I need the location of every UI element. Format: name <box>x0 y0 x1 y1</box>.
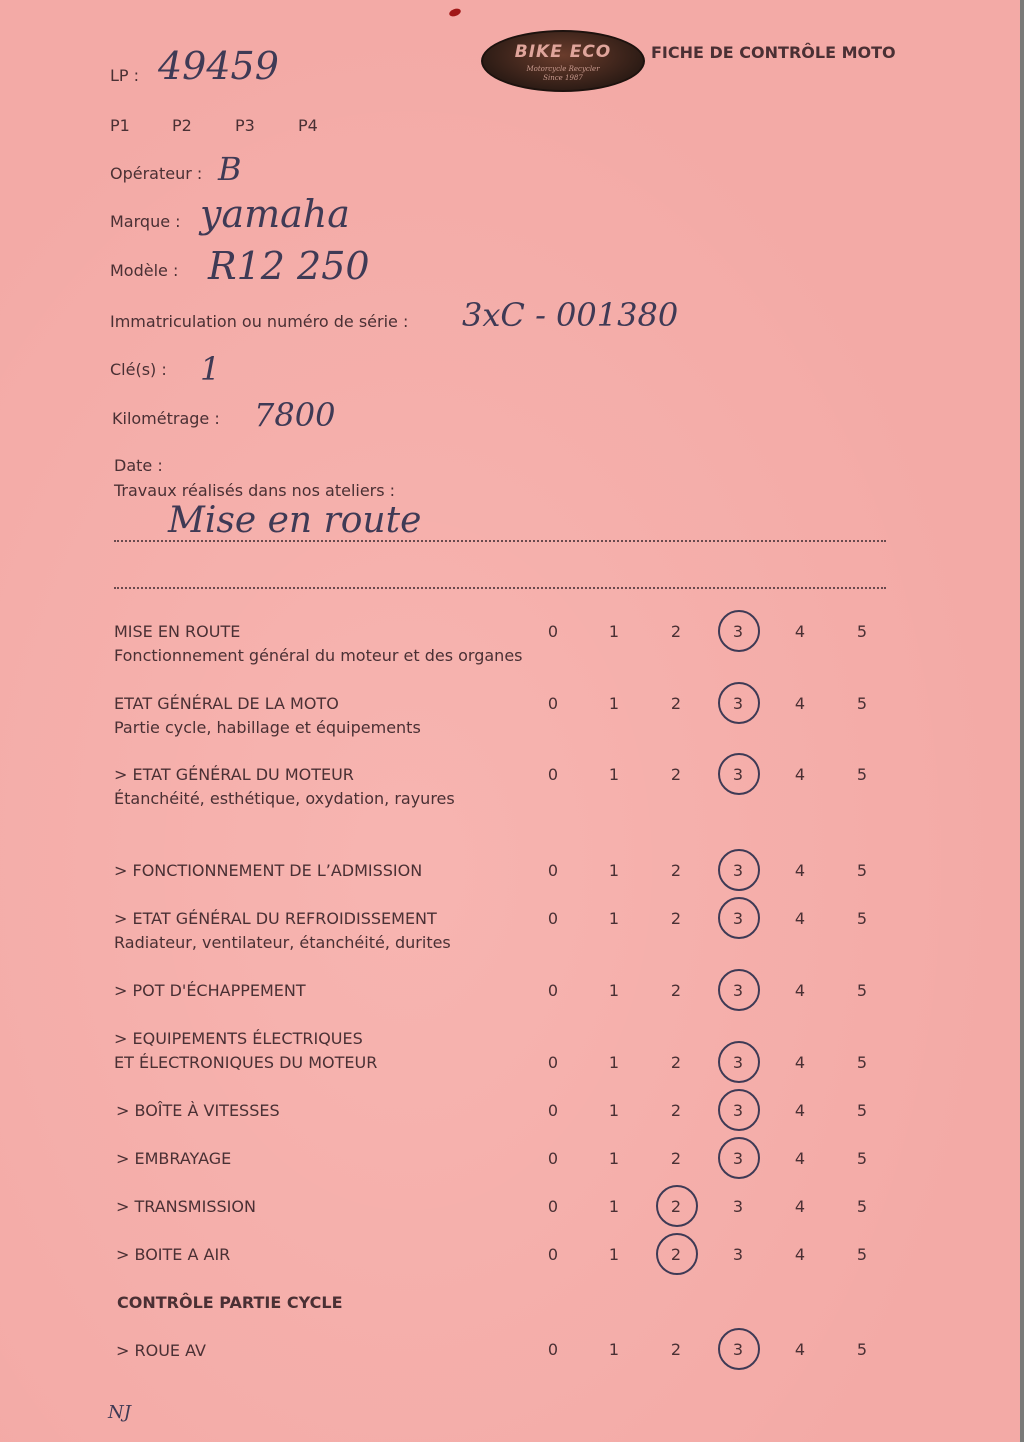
score-option: 4 <box>794 1245 806 1264</box>
selected-score-circle <box>656 1185 698 1227</box>
selected-score-circle <box>718 1041 760 1083</box>
score-option: 0 <box>547 981 559 1000</box>
operateur-label: Opérateur : <box>110 164 203 183</box>
score-option: 1 <box>608 694 620 713</box>
selected-score-circle <box>656 1233 698 1275</box>
score-option: 3 <box>732 981 744 1000</box>
score-option: 4 <box>794 765 806 784</box>
score-option: 2 <box>670 1340 682 1359</box>
item-title: > ETAT GÉNÉRAL DU REFROIDISSEMENT <box>114 909 437 928</box>
immat-label: Immatriculation ou numéro de série : <box>110 312 409 331</box>
cles-value: 1 <box>200 350 221 388</box>
item-title: > BOITE A AIR <box>116 1245 231 1264</box>
ink-blot <box>448 7 462 18</box>
selected-score-circle <box>718 969 760 1011</box>
score-option: 2 <box>670 1245 682 1264</box>
item-subtitle: Partie cycle, habillage et équipements <box>114 718 421 737</box>
score-option: 3 <box>732 1340 744 1359</box>
score-option: 5 <box>856 622 868 641</box>
travaux-label: Travaux réalisés dans nos ateliers : <box>114 481 396 500</box>
score-option: 1 <box>608 861 620 880</box>
marque-label: Marque : <box>110 212 181 231</box>
score-option: 5 <box>856 765 868 784</box>
score-option: 1 <box>608 1197 620 1216</box>
score-option: 0 <box>547 694 559 713</box>
checklist-item-10 <box>116 1243 230 1267</box>
footer-initials: NJ <box>108 1402 131 1423</box>
score-option: 5 <box>856 861 868 880</box>
score-option: 0 <box>547 1340 559 1359</box>
score-option: 2 <box>670 1197 682 1216</box>
dotted-line-2 <box>114 587 886 589</box>
immat-value: 3xC - 001380 <box>462 296 679 334</box>
score-option: 0 <box>547 622 559 641</box>
modele-value: R12 250 <box>208 244 370 288</box>
position-p2: P2 <box>172 116 192 135</box>
score-option: 3 <box>732 861 744 880</box>
item-title: > POT D'ÉCHAPPEMENT <box>114 981 306 1000</box>
item-title: > TRANSMISSION <box>116 1197 256 1216</box>
score-option: 5 <box>856 1053 868 1072</box>
item-title: > EQUIPEMENTS ÉLECTRIQUES <box>114 1029 363 1048</box>
checklist-item-5 <box>114 979 306 1003</box>
selected-score-circle <box>718 897 760 939</box>
operateur-value: B <box>218 150 242 188</box>
item-title: MISE EN ROUTE <box>114 622 241 641</box>
score-option: 3 <box>732 1197 744 1216</box>
item-title: > FONCTIONNEMENT DE L’ADMISSION <box>114 861 423 880</box>
score-option: 4 <box>794 1340 806 1359</box>
score-option: 2 <box>670 861 682 880</box>
travaux-value: Mise en route <box>168 500 422 541</box>
score-option: 5 <box>856 694 868 713</box>
score-option: 1 <box>608 1101 620 1120</box>
item-title: ETAT GÉNÉRAL DE LA MOTO <box>114 694 339 713</box>
score-option: 3 <box>732 1149 744 1168</box>
checklist-item-1 <box>114 692 421 740</box>
lp-value: 49459 <box>158 44 279 88</box>
selected-score-circle <box>718 1089 760 1131</box>
score-option: 5 <box>856 1101 868 1120</box>
score-option: 2 <box>670 1101 682 1120</box>
score-option: 4 <box>794 694 806 713</box>
marque-value: yamaha <box>200 192 350 236</box>
position-p3: P3 <box>235 116 255 135</box>
checklist-item-2 <box>114 763 455 811</box>
score-option: 1 <box>608 622 620 641</box>
score-option: 5 <box>856 1197 868 1216</box>
selected-score-circle <box>718 682 760 724</box>
selected-score-circle <box>718 1137 760 1179</box>
checklist-item-roue-av <box>116 1339 206 1363</box>
score-option: 4 <box>794 1149 806 1168</box>
score-option: 2 <box>670 765 682 784</box>
score-option: 3 <box>732 909 744 928</box>
score-option: 1 <box>608 1340 620 1359</box>
section-partie-cycle-title: CONTRÔLE PARTIE CYCLE <box>117 1293 343 1312</box>
score-option: 3 <box>732 1245 744 1264</box>
score-option: 2 <box>670 981 682 1000</box>
score-option: 0 <box>547 765 559 784</box>
score-option: 2 <box>670 622 682 641</box>
score-option: 0 <box>547 1101 559 1120</box>
selected-score-circle <box>718 1328 760 1370</box>
score-option: 0 <box>547 1053 559 1072</box>
score-option: 5 <box>856 1245 868 1264</box>
score-option: 1 <box>608 981 620 1000</box>
item-title: > ETAT GÉNÉRAL DU MOTEUR <box>114 765 354 784</box>
score-option: 4 <box>794 909 806 928</box>
checklist-item-0 <box>114 620 523 668</box>
km-label: Kilométrage : <box>112 409 220 428</box>
selected-score-circle <box>718 753 760 795</box>
item-subtitle: Fonctionnement général du moteur et des organes <box>114 646 523 665</box>
modele-label: Modèle : <box>110 261 179 280</box>
score-option: 1 <box>608 1053 620 1072</box>
checklist-item-6 <box>114 1027 377 1075</box>
score-option: 3 <box>732 765 744 784</box>
score-option: 0 <box>547 1245 559 1264</box>
score-option: 5 <box>856 981 868 1000</box>
score-option: 2 <box>670 909 682 928</box>
position-p1: P1 <box>110 116 130 135</box>
score-option: 5 <box>856 1340 868 1359</box>
item-subtitle: Étanchéité, esthétique, oxydation, rayures <box>114 789 455 808</box>
score-option: 2 <box>670 694 682 713</box>
score-option: 1 <box>608 1149 620 1168</box>
score-option: 2 <box>670 1149 682 1168</box>
score-option: 4 <box>794 1053 806 1072</box>
score-option: 1 <box>608 1245 620 1264</box>
form-title: FICHE DE CONTRÔLE MOTO <box>651 43 896 62</box>
score-option: 3 <box>732 1101 744 1120</box>
checklist-item-4 <box>114 907 451 955</box>
checklist-item-9 <box>116 1195 256 1219</box>
item-title: > EMBRAYAGE <box>116 1149 232 1168</box>
score-option: 4 <box>794 981 806 1000</box>
position-p4: P4 <box>298 116 318 135</box>
score-option: 4 <box>794 861 806 880</box>
score-option: 0 <box>547 1197 559 1216</box>
cles-label: Clé(s) : <box>110 360 167 379</box>
score-option: 5 <box>856 909 868 928</box>
score-option: 4 <box>794 1197 806 1216</box>
lp-label: LP : <box>110 66 140 85</box>
item-title: > ROUE AV <box>116 1341 206 1360</box>
score-option: 2 <box>670 1053 682 1072</box>
dotted-line-1 <box>114 540 886 542</box>
score-option: 1 <box>608 909 620 928</box>
date-label: Date : <box>114 456 163 475</box>
score-option: 0 <box>547 909 559 928</box>
item-subtitle: Radiateur, ventilateur, étanchéité, durites <box>114 933 451 952</box>
score-option: 3 <box>732 694 744 713</box>
score-option: 3 <box>732 1053 744 1072</box>
score-option: 4 <box>794 1101 806 1120</box>
checklist-item-3 <box>114 859 422 883</box>
selected-score-circle <box>718 610 760 652</box>
score-option: 0 <box>547 1149 559 1168</box>
score-option: 5 <box>856 1149 868 1168</box>
score-option: 0 <box>547 861 559 880</box>
bike-eco-logo: BIKE ECO Motorcycle Recycler Since 1987 <box>481 30 645 92</box>
score-option: 1 <box>608 765 620 784</box>
item-title: > BOÎTE À VITESSES <box>116 1101 280 1120</box>
score-option: 4 <box>794 622 806 641</box>
item-subtitle: ET ÉLECTRONIQUES DU MOTEUR <box>114 1053 378 1072</box>
checklist-item-7 <box>116 1099 280 1123</box>
score-option: 3 <box>732 622 744 641</box>
checklist-item-8 <box>116 1147 231 1171</box>
selected-score-circle <box>718 849 760 891</box>
km-value: 7800 <box>254 396 336 434</box>
